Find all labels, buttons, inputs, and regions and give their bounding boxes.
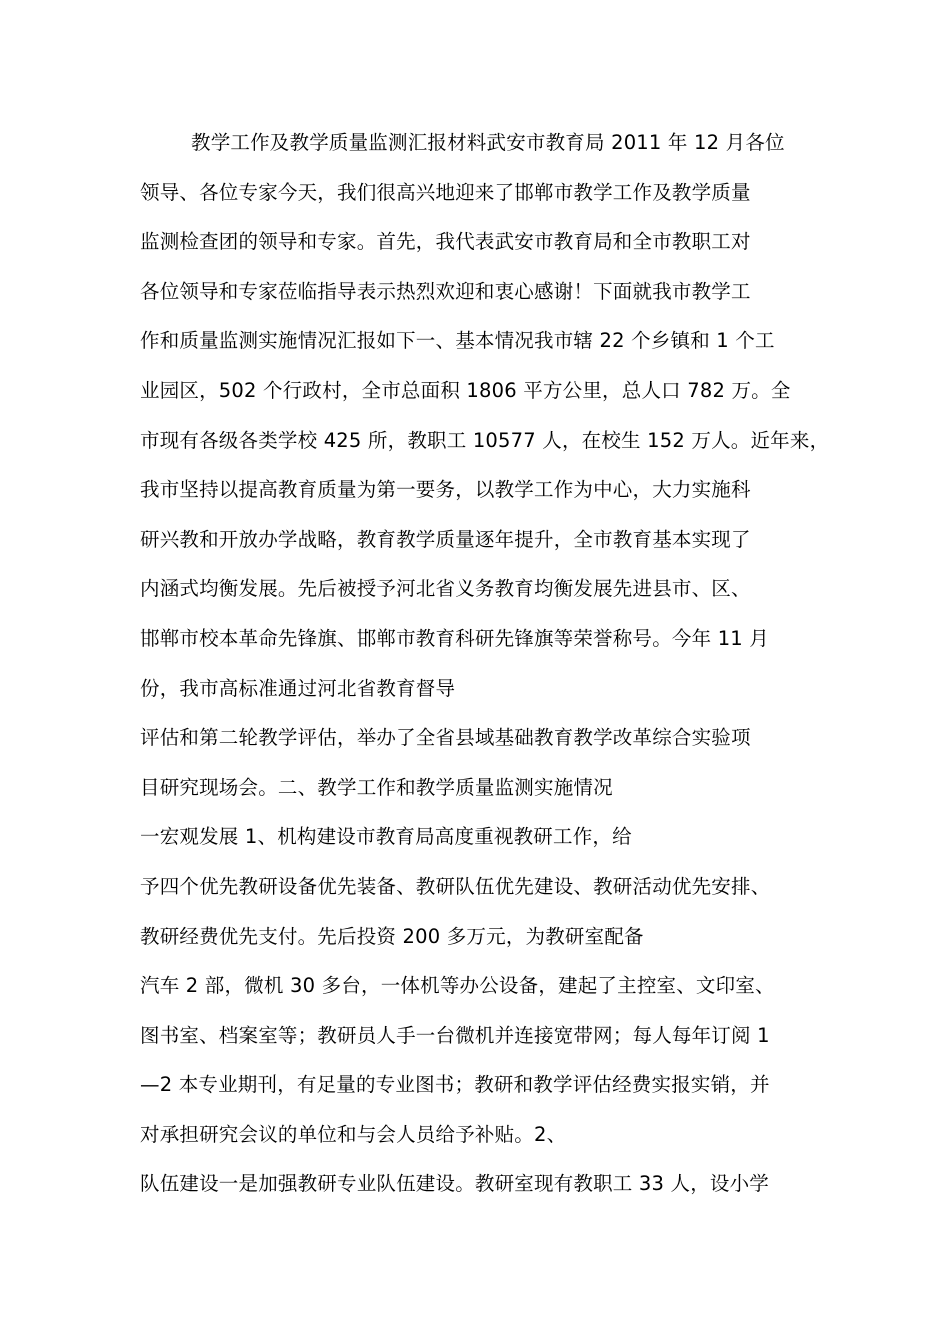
text-line: 邯郸市校本革命先锋旗、邯郸市教育科研先锋旗等荣誉称号。今年 11 月 <box>140 626 770 650</box>
text-line: 市现有各级各类学校 425 所，教职工 10577 人，在校生 152 万人。近年来， <box>140 428 830 452</box>
text-line: 各位领导和专家莅临指导表示热烈欢迎和衷心感谢！下面就我市教学工 <box>140 279 751 303</box>
text-line: 业园区，502 个行政村，全市总面积 1806 平方公里，总人口 782 万。全 <box>140 378 791 402</box>
text-line: —2 本专业期刊，有足量的专业图书；教研和教学评估经费实报实销，并 <box>140 1073 770 1097</box>
text-line: 队伍建设一是加强教研专业队伍建设。教研室现有教职工 33 人，设小学 <box>140 1172 770 1196</box>
text-line: 教学工作及教学质量监测汇报材料武安市教育局 2011 年 12 月各位 <box>191 131 785 154</box>
text-line: 对承担研究会议的单位和与会人员给予补贴。2、 <box>140 1122 567 1146</box>
document-body <box>140 118 840 1209</box>
text-line: 研兴教和开放办学战略，教育教学质量逐年提升，全市教育基本实现了 <box>140 527 751 551</box>
text-line: 监测检查团的领导和专家。首先，我代表武安市教育局和全市教职工对 <box>140 230 751 254</box>
text-line: 内涵式均衡发展。先后被授予河北省义务教育均衡发展先进县市、区、 <box>140 577 751 601</box>
text-line: 图书室、档案室等；教研员人手一台微机并连接宽带网；每人每年订阅 1 <box>140 1023 770 1047</box>
text-line: 目研究现场会。二、教学工作和教学质量监测实施情况 <box>140 775 613 799</box>
text-line: 一宏观发展 1、机构建设市教育局高度重视教研工作，给 <box>140 825 632 849</box>
text-line: 教研经费优先支付。先后投资 200 多万元，为教研室配备 <box>140 924 644 948</box>
text-line: 我市坚持以提高教育质量为第一要务，以教学工作为中心，大力实施科 <box>140 478 751 502</box>
text-line: 评估和第二轮教学评估，举办了全省县域基础教育教学改革综合实验项 <box>140 726 751 750</box>
text-line: 份，我市高标准通过河北省教育督导 <box>140 676 456 700</box>
text-line: 予四个优先教研设备优先装备、教研队伍优先建设、教研活动优先安排、 <box>140 874 771 898</box>
text-line: 领导、各位专家今天，我们很高兴地迎来了邯郸市教学工作及教学质量 <box>140 180 751 204</box>
text-line: 汽车 2 部，微机 30 多台，一体机等办公设备，建起了主控室、文印室、 <box>140 974 775 998</box>
text-line: 作和质量监测实施情况汇报如下一、基本情况我市辖 22 个乡镇和 1 个工 <box>140 329 775 353</box>
